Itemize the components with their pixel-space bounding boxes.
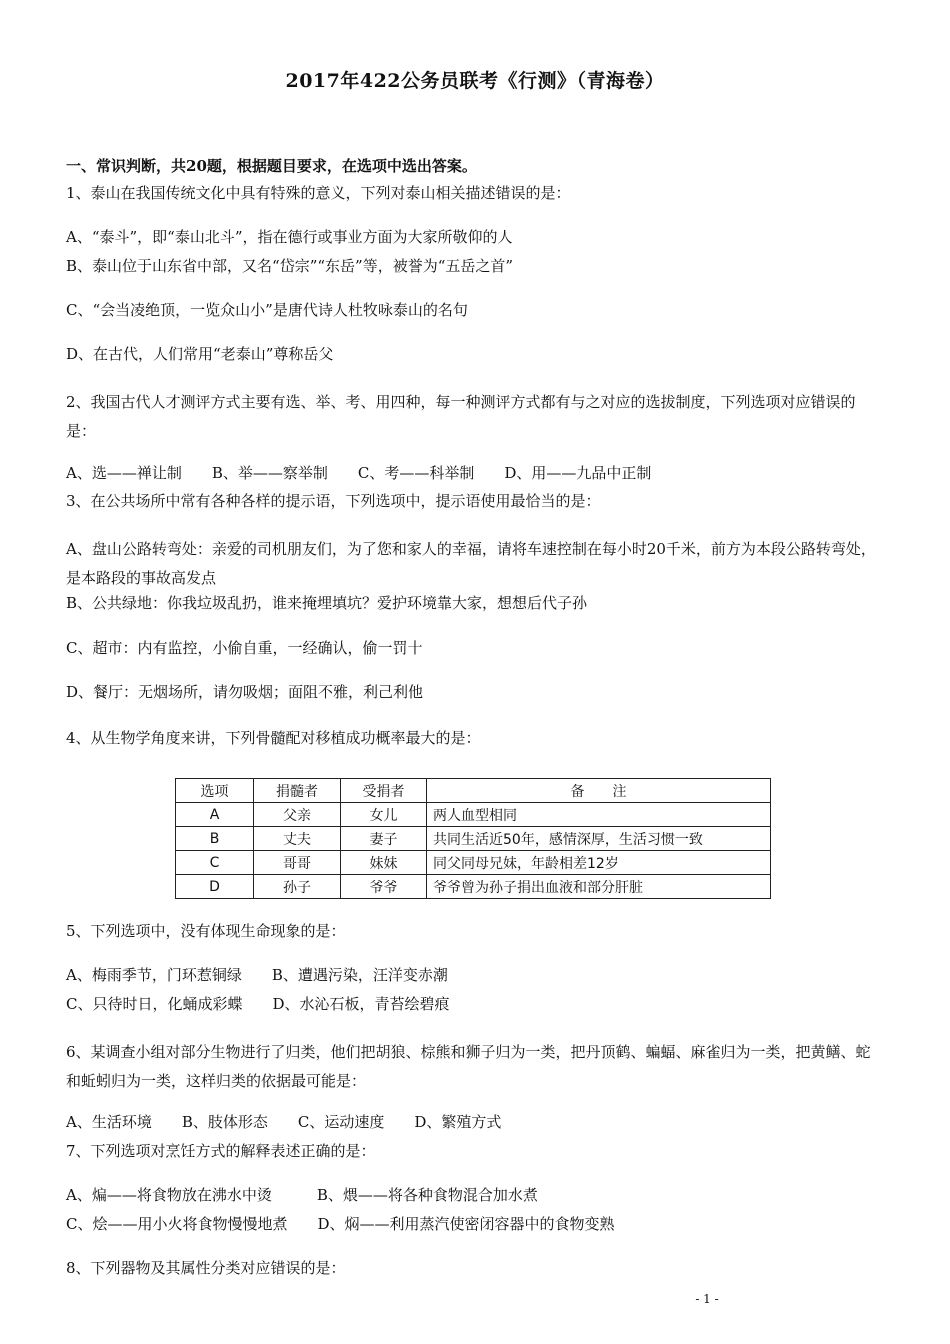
question-3-option-d: D、餐厅：无烟场所，请勿吸烟；面阻不雅，利己利他 [66, 683, 424, 701]
page-number [0, 1292, 950, 1306]
table-row [176, 851, 771, 875]
question-7-options-row-1: A、煸——将食物放在沸水中烫 B、煨——将各种食物混合加水煮 [66, 1186, 538, 1204]
table-cell: 妻子 [341, 827, 427, 851]
table-cell: 两人血型相同 [427, 803, 771, 827]
table-header-cell: 备 注 [427, 779, 771, 803]
question-7-options-row-2: C、烩——用小火将食物慢慢地煮 D、焖——利用蒸汽使密闭容器中的食物变熟 [66, 1215, 615, 1233]
table-cell: 爷爷 [341, 875, 427, 899]
table-cell: 女儿 [341, 803, 427, 827]
table-cell: D [176, 875, 254, 899]
question-3-option-a: A、盘山公路转弯处：亲爱的司机朋友们，为了您和家人的幸福，请将车速控制在每小时20千米，前方为本段公路转弯处，是本路段的事故高发点 [66, 540, 876, 587]
question-3-option-b: B、公共绿地：你我垃圾乱扔，谁来掩埋填坑？爱护环境靠大家，想想后代子孙 [66, 594, 588, 612]
section-heading: 一、常识判断，共20题，根据题目要求，在选项中选出答案。 [66, 157, 477, 175]
table-cell: 爷爷曾为孙子捐出血液和部分肝脏 [427, 875, 771, 899]
question-5-options-row-2: C、只待时日，化蛹成彩蝶 D、水沁石板，青苔绘碧痕 [66, 995, 450, 1013]
table-cell: 共同生活近50年，感情深厚，生活习惯一致 [427, 827, 771, 851]
table-cell: 妹妹 [341, 851, 427, 875]
question-2-stem: 2、我国古代人才测评方式主要有选、举、考、用四种，每一种测评方式都有与之对应的选拔制度，下列选项对应错误的是： [66, 393, 856, 440]
page-number-text: - 1 - [695, 1292, 719, 1306]
question-1-stem: 1、泰山在我国传统文化中具有特殊的意义，下列对泰山相关描述错误的是： [66, 184, 571, 202]
table-header-cell: 受捐者 [341, 779, 427, 803]
table-header-row [176, 779, 771, 803]
table-cell: 丈夫 [254, 827, 341, 851]
table-cell: B [176, 827, 254, 851]
table-cell: 同父同母兄妹，年龄相差12岁 [427, 851, 771, 875]
table-cell: C [176, 851, 254, 875]
question-6-options: A、生活环境 B、肢体形态 C、运动速度 D、繁殖方式 [66, 1113, 502, 1131]
question-1-option-c: C、“会当凌绝顶，一览众山小”是唐代诗人杜牧咏泰山的名句 [66, 301, 468, 319]
question-7-stem: 7、下列选项对烹饪方式的解释表述正确的是： [66, 1142, 376, 1160]
table-header-cell: 捐髓者 [254, 779, 341, 803]
question-3-stem: 3、在公共场所中常有各种各样的提示语，下列选项中，提示语使用最恰当的是： [66, 492, 601, 510]
table-row [176, 827, 771, 851]
page-title: 2017年422公务员联考《行测》（青海卷） [285, 70, 665, 92]
table-cell: A [176, 803, 254, 827]
table-cell: 孙子 [254, 875, 341, 899]
table-row [176, 803, 771, 827]
table-cell: 哥哥 [254, 851, 341, 875]
question-2-options: A、选——禅让制 B、举——察举制 C、考——科举制 D、用——九品中正制 [66, 464, 652, 482]
table-header-cell: 选项 [176, 779, 254, 803]
question-6-stem: 6、某调查小组对部分生物进行了归类，他们把胡狼、棕熊和狮子归为一类，把丹顶鹤、蝙蝠、麻雀归为一类，把黄鳝、蛇和蚯蚓归为一类，这样归类的依据最可能是： [66, 1043, 871, 1090]
question-1-option-a: A、“泰斗”，即“泰山北斗”，指在德行或事业方面为大家所敬仰的人 [66, 228, 513, 246]
question-1-option-d: D、在古代，人们常用“老泰山”尊称岳父 [66, 345, 334, 363]
question-8-stem: 8、下列器物及其属性分类对应错误的是： [66, 1259, 346, 1277]
question-5-stem: 5、下列选项中，没有体现生命现象的是： [66, 922, 346, 940]
question-3-option-c: C、超市：内有监控，小偷自重，一经确认，偷一罚十 [66, 639, 423, 657]
question-5-options-row-1: A、梅雨季节，门环惹铜绿 B、遭遇污染，汪洋变赤潮 [66, 966, 448, 984]
question-4-table [175, 778, 771, 899]
question-4-stem: 4、从生物学角度来讲，下列骨髓配对移植成功概率最大的是： [66, 729, 481, 747]
table-row [176, 875, 771, 899]
question-1-option-b: B、泰山位于山东省中部，又名“岱宗”“东岳”等，被誉为“五岳之首” [66, 257, 514, 275]
table-cell: 父亲 [254, 803, 341, 827]
